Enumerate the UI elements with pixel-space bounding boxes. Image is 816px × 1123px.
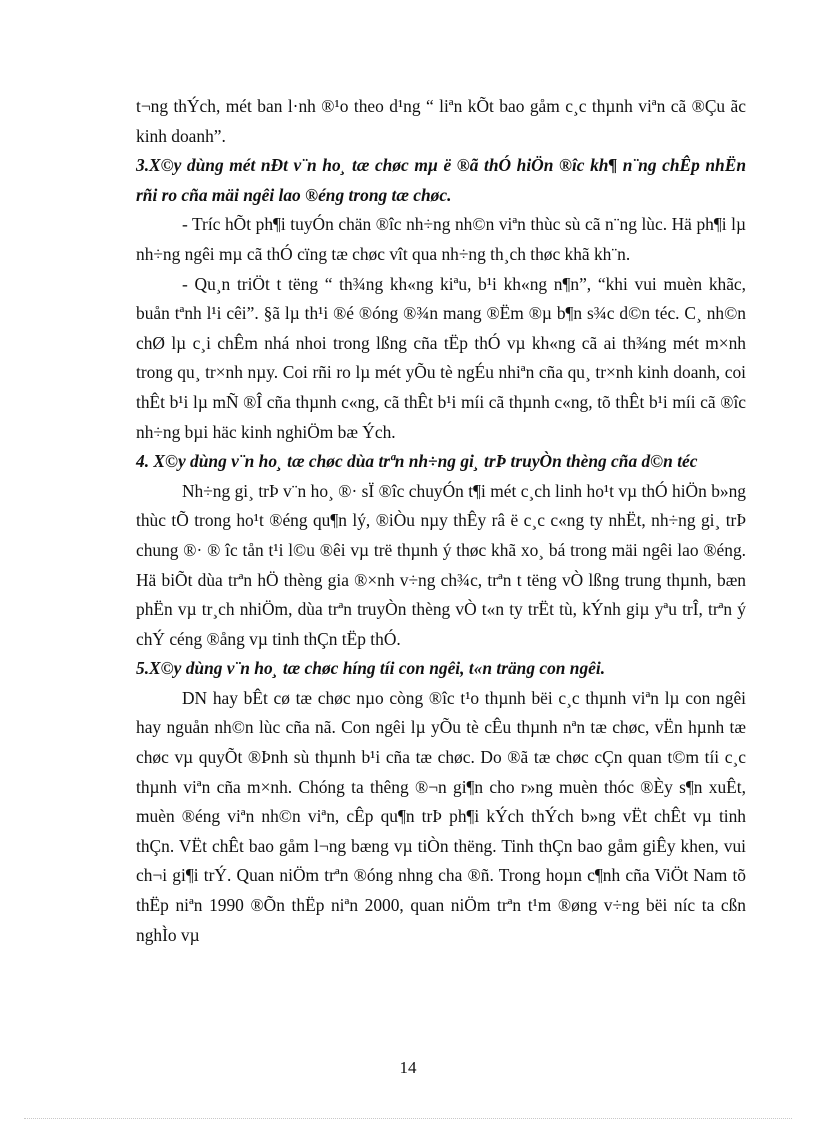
paragraph-tradition: Nh÷ng gi¸ trÞ v¨n ho¸ ®· sÏ ®îc chuyÓn t¶i mét c¸ch linh ho¹t vµ thÓ hiÖn b»ng thùc tÕ trong ho¹t ®éng qu¶n lý, ®iÒu nµy thÊy râ ë c¸c c«ng ty nhËt, nh÷ng gi¸ trÞ chung ®· ® îc tån t¹i l©u ®êi vµ trë thµnh ý thøc khã xo¸ bá trong mäi ngêi lao ®éng. Hä biÕt dùa trªn hÖ thèng gia ®×nh v÷ng ch¾c, trªn t tëng vÒ lßng trung thµnh, bæn phËn vµ tr¸ch nhiÖm, dùa trªn truyÒn thèng vÒ t«n ty trËt tù, kÝnh giµ yªu trÎ, trªn ý chÝ céng ®ång vµ tinh thÇn tËp thÓ.	[136, 480, 746, 649]
paragraph-mindset: - Qu¸n triÖt t tëng “ th¾ng kh«ng kiªu, b¹i kh«ng n¶n”, “khi vui muèn khãc, buån tªnh l¹i cêi”. §ã lµ th¹i ®é ®óng ®¾n mang ®Ëm ®µ b¶n s¾c d©n téc. C¸ nh©n chØ lµ c¸i chÊm nhá nhoi trong lßng cña tËp thÓ vµ kh«ng cã ai th¾ng mét m×nh trong qu¸ tr×nh nµy. Coi rñi ro lµ mét yÕu tè ngÉu nhiªn cña qu¸ tr×nh kinh doanh, coi thÊt b¹i lµ mÑ ®Î cña thµnh c«ng, cã thÊt b¹i míi cã thµnh c«ng, tõ thÊt b¹i míi cã ®îc nh÷ng bµi häc kinh nghiÖm bæ Ých.	[136, 273, 746, 442]
page-content	[136, 92, 746, 950]
page-number: 14	[399, 1058, 417, 1077]
paragraph-recruit: - Tríc hÕt ph¶i tuyÓn chän ®îc nh÷ng nh©n viªn thùc sù cã n¨ng lùc. Hä ph¶i lµ nh÷ng ngêi mµ cã thÓ cïng tæ chøc vît qua nh÷ng th¸ch thøc khã kh¨n.	[136, 214, 746, 264]
paragraph-continuation: t¬ng thÝch, mét ban l·nh ®¹o theo d¹ng “ liªn kÕt bao gåm c¸c thµnh viªn cã ®Çu ãc kinh doanh”.	[136, 96, 746, 146]
footer-divider	[24, 1118, 792, 1119]
paragraph-people: DN hay bÊt cø tæ chøc nµo còng ®îc t¹o thµnh bëi c¸c thµnh viªn lµ con ngêi hay nguån nh©n lùc cña nã. Con ngêi lµ yÕu tè cÊu thµnh nªn tæ chøc, vËn hµnh tæ chøc vµ quyÕt ®Þnh sù thµnh b¹i cña tæ chøc. Do ®ã tæ chøc cÇn quan t©m tíi c¸c thµnh viªn cña m×nh. Chóng ta thêng ®¬n gi¶n cho r»ng muèn thóc ®Èy s¶n xuÊt, muèn ®éng viªn nh©n viªn, cÊp qu¶n trÞ ph¶i kÝch thÝch b»ng vËt chÊt vµ tinh thÇn. VËt chÊt bao gåm l¬ng bæng vµ tiÒn thëng. Tinh thÇn bao gåm giÊy khen, vui ch¬i gi¶i trÝ. Quan niÖm trªn ®óng nhng cha ®ñ. Trong hoµn c¶nh cña ViÖt Nam tõ thËp niªn 1990 ®Õn thËp niªn 2000, quan niÖm trªn t¹m ®øng v÷ng bëi níc ta cßn nghÌo vµ	[136, 687, 746, 945]
section-heading-5: 5.X©y dùng v¨n ho¸ tæ chøc híng tíi con ngêi, t«n träng con ngêi.	[136, 658, 606, 679]
section-heading-3: 3.X©y dùng mét nÐt v¨n ho¸ tæ chøc mµ ë ®ã thÓ hiÖn ®îc kh¶ n¨ng chÊp nhËn rñi ro cña mäi ngêi lao ®éng trong tæ chøc.	[136, 155, 746, 205]
section-heading-4: 4. X©y dùng v¨n ho¸ tæ chøc dùa trªn nh÷ng gi¸ trÞ truyÒn thèng cña d©n téc	[136, 451, 698, 472]
